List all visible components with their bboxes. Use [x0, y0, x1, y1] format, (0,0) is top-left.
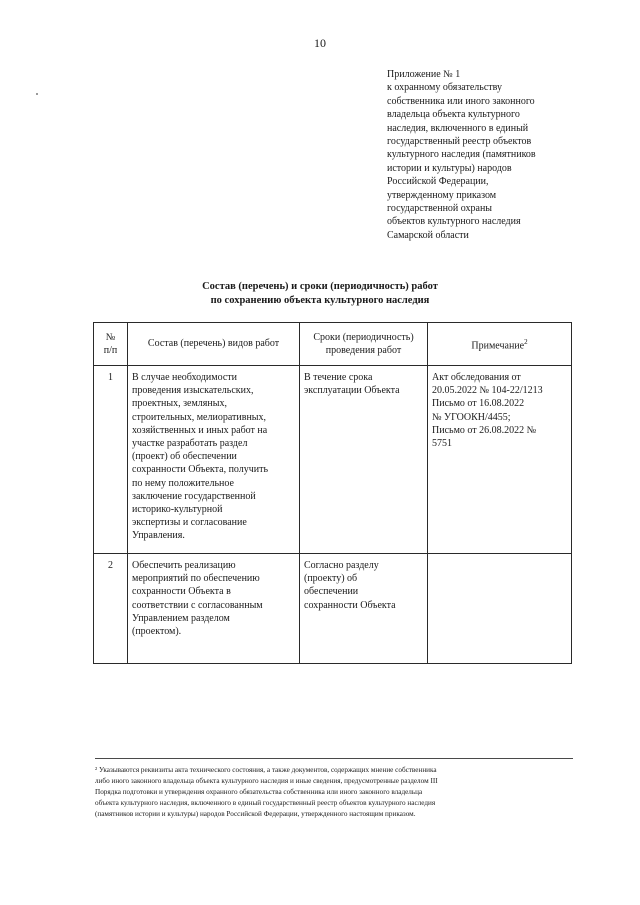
appendix-line: к охранному обязательству: [387, 82, 503, 94]
appendix-line: государственный реестр объектов: [387, 136, 532, 148]
footnote-line: объекта культурного наследия, включенного в единый государственный реестр объектов культурного наследия: [95, 799, 436, 807]
table-header-row: [94, 323, 572, 366]
cell-line: 20.05.2022 № 104-22/1213: [432, 385, 543, 397]
appendix-line: владельца объекта культурного: [387, 109, 520, 121]
cell-line: мероприятий по обеспечению: [132, 573, 260, 585]
header-terms-line-1: Сроки (периодичность): [313, 331, 414, 343]
cell-line: Управлением разделом: [132, 612, 230, 624]
header-terms-line-2: проведения работ: [325, 345, 402, 356]
cell-line: Письмо от 16.08.2022: [432, 398, 525, 410]
appendix-line: собственника или иного законного: [387, 95, 535, 107]
appendix-line: государственной охраны: [387, 203, 493, 215]
row-terms: [300, 554, 428, 664]
footnote-marker: 2: [524, 337, 528, 346]
cell-line: заключение государственной: [132, 490, 256, 502]
cell-line: № УГООКН/4455;: [432, 411, 511, 423]
appendix-header: [387, 68, 597, 242]
row-number: 1: [94, 366, 128, 554]
cell-line: строительных, мелиоративных,: [132, 411, 267, 423]
appendix-line: объектов культурного наследия: [387, 216, 521, 228]
title-line-2: по сохранению объекта культурного наследия: [210, 295, 430, 306]
header-terms: [300, 323, 428, 366]
row-note: [428, 554, 572, 664]
title-line-1: Состав (перечень) и сроки (периодичность) работ: [202, 281, 438, 292]
footnote-separator: [95, 758, 573, 759]
cell-line: проектных, земляных,: [132, 398, 227, 410]
cell-line: эксплуатации Объекта: [304, 385, 400, 397]
row-composition: [128, 366, 300, 554]
header-number-line-2: п/п: [103, 345, 118, 356]
cell-line: Согласно разделу: [304, 560, 379, 571]
page-number: 10: [314, 36, 326, 50]
cell-line: экспертизы и согласование: [132, 517, 247, 529]
cell-line: по нему положительное: [132, 477, 234, 489]
appendix-line: Российской Федерации,: [387, 176, 489, 188]
cell-line: хозяйственных и иных работ на: [132, 424, 268, 436]
footnote-line: (памятников истории и культуры) народов Российской Федерации, утвержденного настоящим приказом.: [95, 810, 416, 818]
cell-line: соответствии с согласованным: [132, 599, 263, 611]
works-table: [93, 322, 572, 664]
cell-line: историко-культурной: [132, 504, 223, 516]
cell-line: проведения изыскательских,: [132, 385, 254, 397]
appendix-line: истории и культуры) народов: [387, 162, 512, 174]
footnote-line: Порядка подготовки и утверждения охранного обязательства собственника или иного законного владельца: [95, 788, 423, 796]
cell-line: участке разработать раздел: [132, 438, 248, 450]
cell-line: (проекту) об: [304, 573, 358, 585]
row-composition: [128, 554, 300, 664]
cell-line: (проектом).: [132, 626, 182, 638]
header-composition-text: Состав (перечень) видов работ: [147, 338, 280, 350]
footnote-line: либо иного законного владельца объекта культурного наследия и иные сведения, предусмотренные разделом III: [95, 777, 438, 785]
cell-line: Обеспечить реализацию: [132, 560, 236, 571]
header-note: [428, 323, 572, 366]
row-note: [428, 366, 572, 554]
appendix-line: наследия, включенного в единый: [387, 122, 529, 134]
header-number: [94, 323, 128, 366]
appendix-line: культурного наследия (памятников: [387, 149, 536, 161]
cell-line: сохранности Объекта: [304, 599, 396, 611]
row-terms: [300, 366, 428, 554]
table-row: [94, 366, 572, 554]
cell-line: 5751: [432, 438, 452, 450]
cell-line: Управления.: [132, 530, 185, 542]
table-row: [94, 554, 572, 664]
header-number-line-1: №: [105, 331, 116, 343]
footnote: [95, 765, 573, 820]
appendix-line: Приложение № 1: [387, 69, 461, 80]
cell-line: В случае необходимости: [132, 372, 238, 383]
footnote-line: ² Указываются реквизиты акта технического состояния, а также документов, содержащих мнение собственника: [95, 766, 437, 774]
cell-line: обеспечении: [304, 586, 359, 598]
row-number: 2: [94, 554, 128, 664]
cell-line: Акт обследования от: [432, 372, 521, 383]
appendix-line: утвержденному приказом: [387, 189, 497, 201]
header-note-text: Примечание: [471, 340, 525, 352]
header-composition: [128, 323, 300, 366]
document-title: [0, 280, 640, 308]
cell-line: сохранности Объекта, получить: [132, 464, 269, 476]
cell-line: (проект) об обеспечении: [132, 451, 237, 463]
cell-line: Письмо от 26.08.2022 №: [432, 424, 537, 436]
scan-speck: [36, 93, 38, 95]
cell-line: В течение срока: [304, 372, 373, 383]
appendix-line: Самарской области: [387, 229, 469, 241]
cell-line: сохранности Объекта в: [132, 586, 231, 598]
